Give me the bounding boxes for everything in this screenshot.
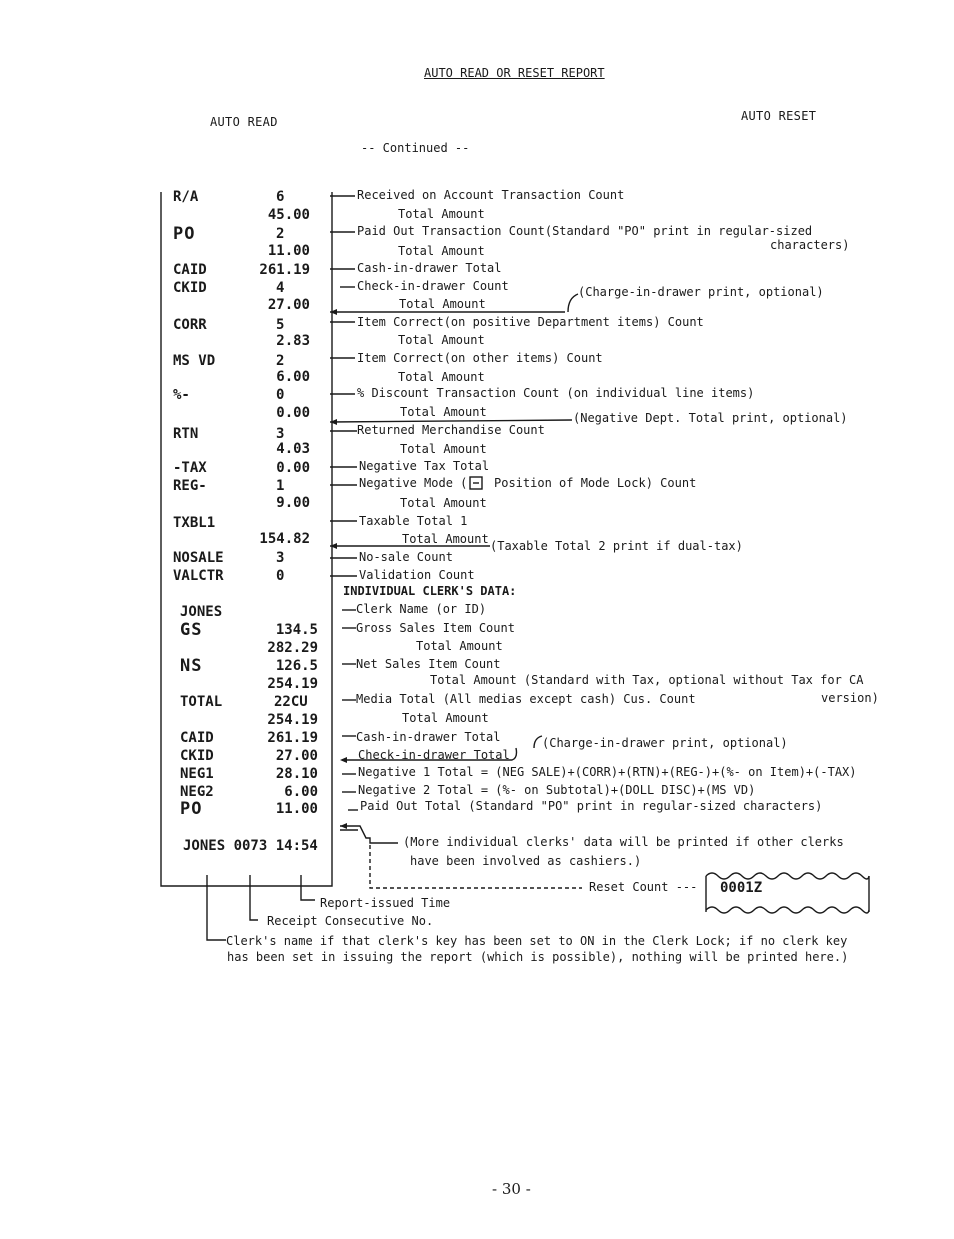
receipt-value: 0.00 [276, 405, 310, 421]
receipt-label: -TAX [173, 460, 207, 476]
receipt-value: 0 [276, 568, 285, 584]
receipt-value: 0.00 [276, 460, 310, 476]
annotation-text: Cash-in-drawer Total [357, 261, 502, 275]
annotation-text: characters) [770, 238, 850, 252]
receipt-value: 6 [276, 189, 285, 205]
receipt-value: 6.00 [276, 369, 310, 385]
receipt-value: 4.03 [276, 441, 310, 457]
receipt-label: VALCTR [173, 568, 224, 584]
annotation-text: Report-issued Time [320, 896, 451, 910]
annotation-text: have been involved as cashiers.) [410, 854, 642, 868]
receipt-label: PO [173, 224, 196, 244]
receipt-value: 3 [276, 550, 285, 566]
annotation-text: Received on Account Transaction Count [357, 188, 625, 202]
receipt-footer: JONES 0073 14:54 [183, 838, 318, 854]
annotation-text: Media Total (All medias except cash) Cus. Count [356, 692, 696, 706]
annotation-text: Total Amount [398, 244, 485, 258]
receipt-value: 27.00 [267, 297, 310, 313]
receipt-value: 5 [276, 317, 285, 333]
annotation-text: Reset Count --- [589, 880, 698, 894]
receipt-label: JONES [180, 604, 223, 620]
annotation-text: Taxable Total 1 [359, 514, 468, 528]
receipt-value: 2.83 [276, 333, 310, 349]
continued-label: -- Continued -- [361, 141, 470, 155]
annotation-text: Position of Mode Lock) Count [494, 476, 697, 490]
annotation-text: version) [821, 691, 879, 705]
annotation-text: Negative Mode ( [359, 476, 468, 490]
annotation-text: Gross Sales Item Count [356, 621, 515, 635]
annotation-text: Total Amount [398, 370, 485, 384]
receipt-value: 4 [276, 280, 285, 296]
annotation-text: Item Correct(on positive Department items) Count [357, 315, 704, 329]
receipt-label: NOSALE [173, 550, 224, 566]
annotation-text: Total Amount [398, 333, 485, 347]
annotation-text: Paid Out Total (Standard "PO" print in regular-sized characters) [360, 799, 823, 813]
receipt-label: R/A [173, 189, 199, 205]
annotation-text: Total Amount (Standard with Tax, optional without Tax for CA [430, 673, 864, 687]
receipt-label: TOTAL [180, 694, 223, 710]
receipt-value: 282.29 [267, 640, 318, 656]
receipt-label: CKID [180, 748, 214, 764]
receipt-label: NEG1 [180, 766, 214, 782]
reset-count-value: 0001Z [720, 880, 763, 896]
receipt-label: CORR [173, 317, 207, 333]
annotation-text: (Charge-in-drawer print, optional) [578, 285, 824, 299]
annotation-text: has been set in issuing the report (which is possible), nothing will be printed here.) [227, 950, 849, 964]
annotation-text: Net Sales Item Count [356, 657, 501, 671]
annotation-text: (Charge-in-drawer print, optional) [542, 736, 788, 750]
annotation-text: Check-in-drawer Total [358, 748, 510, 762]
annotation-text: No-sale Count [359, 550, 453, 564]
receipt-label: MS VD [173, 353, 216, 369]
annotation-text: Total Amount [400, 496, 487, 510]
annotation-text: Cash-in-drawer Total [356, 730, 501, 744]
annotation-text: Total Amount [399, 297, 486, 311]
annotation-text: Total Amount [400, 442, 487, 456]
receipt-value: 254.19 [267, 676, 318, 692]
receipt-label: %- [173, 387, 190, 403]
annotation-text: Receipt Consecutive No. [267, 914, 434, 928]
annotation-text: (More individual clerks' data will be printed if other clerks [403, 835, 844, 849]
receipt-value: 261.19 [259, 262, 310, 278]
receipt-value: 11.00 [275, 801, 318, 817]
annotation-text: Clerk's name if that clerk's key has been set to ON in the Clerk Lock; if no clerk key [226, 934, 848, 948]
receipt-value: 45.00 [267, 207, 310, 223]
report-title: AUTO READ OR RESET REPORT [424, 66, 605, 80]
annotation-text: (Negative Dept. Total print, optional) [573, 411, 848, 425]
annotation-text: Negative 1 Total = (NEG SALE)+(CORR)+(RTN)+(REG-)+(%- on Item)+(-TAX) [358, 765, 857, 779]
receipt-value: 9.00 [276, 495, 310, 511]
receipt-label: CKID [173, 280, 207, 296]
receipt-value: 22CU [274, 694, 308, 710]
receipt-value: 254.19 [267, 712, 318, 728]
annotation-text: Item Correct(on other items) Count [357, 351, 603, 365]
annotation-text: Validation Count [359, 568, 475, 582]
annotation-text: Total Amount [402, 711, 489, 725]
receipt-label: NEG2 [180, 784, 214, 800]
receipt-label: GS [180, 620, 203, 640]
receipt-value: 134.5 [275, 622, 318, 638]
receipt-value: 3 [276, 426, 285, 442]
annotation-text: Total Amount [402, 532, 489, 546]
annotation-text: Total Amount [416, 639, 503, 653]
receipt-label: NS [180, 656, 203, 676]
receipt-value: 2 [276, 353, 285, 369]
receipt-label: REG- [173, 478, 207, 494]
receipt-value: 1 [276, 478, 285, 494]
receipt-value: 261.19 [267, 730, 318, 746]
annotation-text: Total Amount [398, 207, 485, 221]
page-number: - 30 - [492, 1180, 531, 1198]
annotation-text: Returned Merchandise Count [357, 423, 545, 437]
receipt-value: 154.82 [259, 531, 310, 547]
receipt-value: 27.00 [275, 748, 318, 764]
receipt-label: PO [180, 799, 203, 819]
receipt-value: 0 [276, 387, 285, 403]
receipt-label: CAID [173, 262, 207, 278]
auto-reset-heading: AUTO RESET [741, 109, 817, 123]
annotation-text: (Taxable Total 2 print if dual-tax) [490, 539, 743, 553]
receipt-value: 126.5 [275, 658, 318, 674]
annotation-text: Negative 2 Total = (%- on Subtotal)+(DOLL DISC)+(MS VD) [358, 783, 756, 797]
receipt-value: 28.10 [275, 766, 318, 782]
annotation-text: Total Amount [400, 405, 487, 419]
receipt-label: RTN [173, 426, 199, 442]
receipt-label: CAID [180, 730, 214, 746]
auto-read-heading: AUTO READ [210, 115, 278, 129]
annotation-text: % Discount Transaction Count (on individual line items) [357, 386, 755, 400]
receipt-value: 11.00 [267, 243, 310, 259]
receipt-value: 6.00 [284, 784, 318, 800]
annotation-text: Check-in-drawer Count [357, 279, 509, 293]
annotation-text: Paid Out Transaction Count(Standard "PO" print in regular-sized [357, 224, 813, 238]
annotation-text: Clerk Name (or ID) [356, 602, 487, 616]
receipt-value: 2 [276, 226, 285, 242]
annotation-text: INDIVIDUAL CLERK'S DATA: [343, 584, 517, 598]
annotation-text: Negative Tax Total [359, 459, 490, 473]
receipt-label: TXBL1 [173, 515, 216, 531]
